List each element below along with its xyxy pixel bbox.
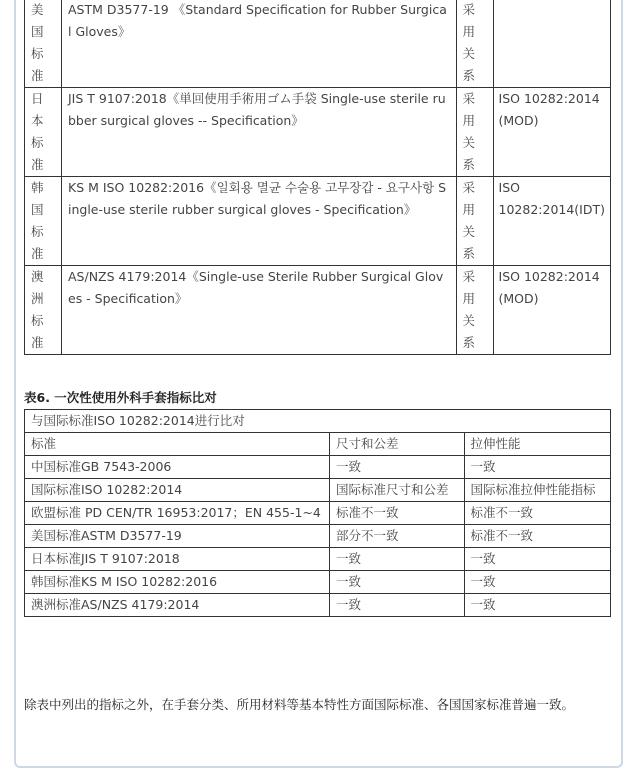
standard-cell: AS/NZS 4179:2014《Single-use Sterile Rubber Surgical Gloves - Specification》: [62, 266, 457, 355]
table-cell: 标准不一致: [464, 502, 610, 525]
table-row: [25, 548, 611, 571]
table-cell: 韩国标准KS M ISO 10282:2016: [25, 571, 330, 594]
table-cell: 日本标准JIS T 9107:2018: [25, 548, 330, 571]
column-header: 标准: [25, 433, 330, 456]
column-header: 拉伸性能: [464, 433, 610, 456]
table-row: [25, 0, 611, 88]
table-row: [25, 88, 611, 177]
standards-table: [24, 0, 611, 355]
table-cell: 标准不一致: [330, 502, 464, 525]
table-cell: 中国标准GB 7543-2006: [25, 456, 330, 479]
region-cell: 美国标准: [31, 2, 44, 83]
table-cell: 一致: [330, 594, 464, 617]
table-row: [25, 266, 611, 355]
iso-cell: [493, 0, 610, 88]
iso-cell: ISO 10282:2014 (MOD): [493, 266, 610, 355]
note-paragraph: 除表中列出的指标之外，在手套分类、所用材料等基本特性方面国际标准、各国国家标准普遍一致。: [24, 697, 575, 712]
iso-cell: ISO 10282:2014(IDT): [493, 177, 610, 266]
table-header-span: [25, 410, 611, 433]
table-cell: 美国标准ASTM D3577-19: [25, 525, 330, 548]
relation-cell: 采用关系: [462, 91, 476, 172]
table-row: [25, 177, 611, 266]
table-cell: 一致: [330, 456, 464, 479]
table-cell: 欧盟标准 PD CEN/TR 16953:2017；EN 455-1~4: [25, 502, 330, 525]
table-cell: 一致: [464, 548, 610, 571]
standard-cell: ASTM D3577-19 《Standard Specification for Rubber Surgical Gloves》: [62, 0, 457, 88]
table-row: [25, 571, 611, 594]
relation-cell: 采用关系: [462, 180, 476, 261]
table-cell: 一致: [330, 571, 464, 594]
table-cell: 国际标准拉伸性能指标: [464, 479, 610, 502]
table-row: [25, 456, 611, 479]
relation-cell: 采用关系: [462, 2, 476, 83]
table-header-row: [25, 433, 611, 456]
region-cell: 韩国标准: [31, 180, 44, 261]
column-header: 尺寸和公差: [330, 433, 464, 456]
standard-cell: JIS T 9107:2018《単回使用手術用ゴム手袋 Single-use sterile rubber surgical gloves -- Specification》: [62, 88, 457, 177]
table-cell: 部分不一致: [330, 525, 464, 548]
comparison-table: [24, 409, 611, 617]
table-cell: 标准不一致: [464, 525, 610, 548]
relation-cell: 采用关系: [462, 269, 476, 350]
table-cell: 国际标准尺寸和公差: [330, 479, 464, 502]
region-cell: 澳洲标准: [31, 269, 44, 350]
table-row: [25, 502, 611, 525]
table-row: [25, 594, 611, 617]
table-cell: 一致: [330, 548, 464, 571]
table-cell: 一致: [464, 594, 610, 617]
region-cell: 日本标准: [31, 91, 44, 172]
standard-cell: KS M ISO 10282:2016《일회용 멸균 수술용 고무장갑 - 요구사항 Single-use sterile rubber surgical gloves - Specification》: [62, 177, 457, 266]
header-span-cell: 与国际标准ISO 10282:2014进行比对: [25, 410, 611, 433]
table-caption: 表6. 一次性使用外科手套指标比对: [24, 390, 217, 405]
table-row: [25, 479, 611, 502]
iso-cell: ISO 10282:2014 (MOD): [493, 88, 610, 177]
table-cell: 国际标准ISO 10282:2014: [25, 479, 330, 502]
table-row: [25, 525, 611, 548]
table-cell: 一致: [464, 456, 610, 479]
table-cell: 澳洲标准AS/NZS 4179:2014: [25, 594, 330, 617]
table-cell: 一致: [464, 571, 610, 594]
